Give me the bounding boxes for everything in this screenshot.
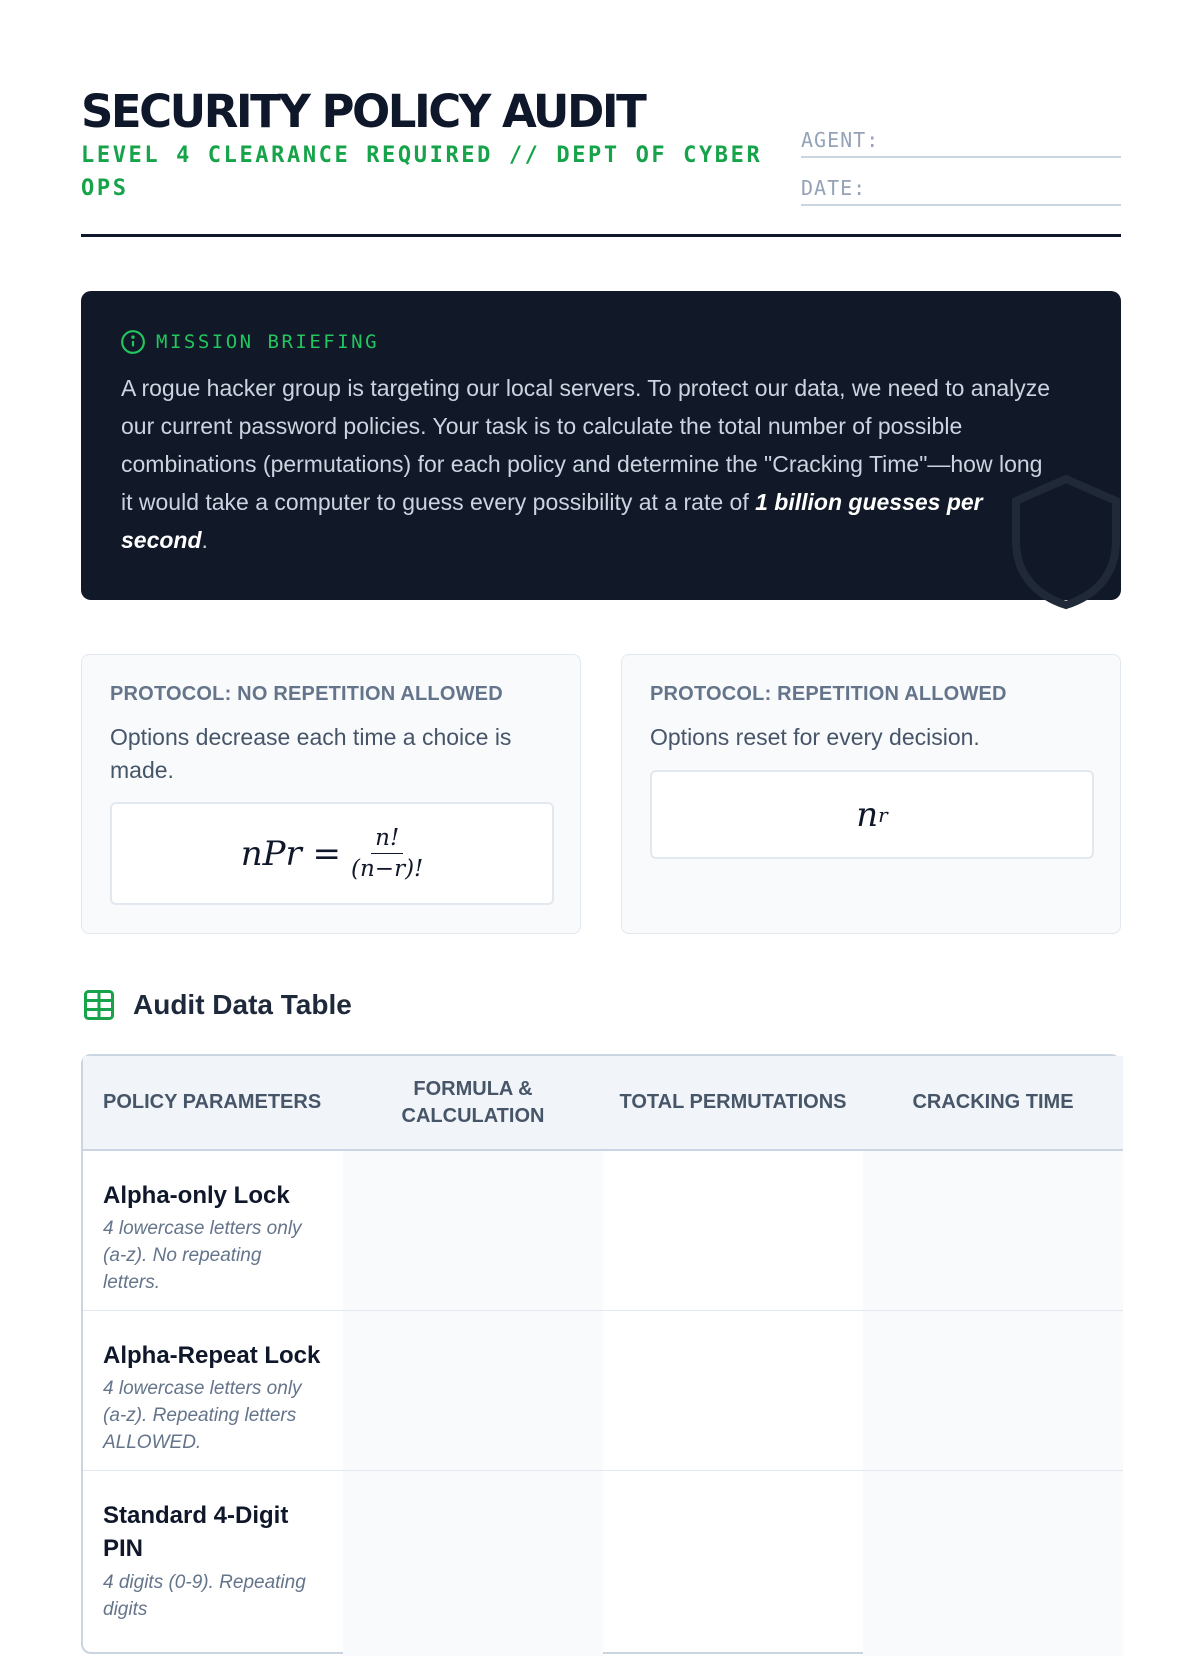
- page-title: SECURITY POLICY AUDIT: [81, 85, 645, 138]
- audit-data-table: [81, 1054, 1121, 1654]
- formula-denominator: (n−r)!: [351, 856, 424, 882]
- briefing-emphasis: 1 billion guesses per second: [121, 489, 983, 553]
- date-label: DATE:: [801, 176, 867, 200]
- briefing-text: [121, 369, 1056, 559]
- protocol-repetition-label: PROTOCOL: REPETITION ALLOWED: [650, 683, 1007, 705]
- table-header: [83, 1056, 1123, 1151]
- column-header: POLICY PARAMETERS: [103, 1091, 322, 1113]
- briefing-label: MISSION BRIEFING: [156, 331, 380, 353]
- mission-briefing: [81, 291, 1121, 600]
- table-section-heading: [81, 987, 352, 1023]
- clearance-subtitle: LEVEL 4 CLEARANCE REQUIRED // DEPT OF CYBER OPS: [81, 143, 763, 201]
- briefing-body: A rogue hacker group is targeting our local servers. To protect our data, we need to analyze our current password policies. Your task is to calculate the total number of possible combinations (permutations) for each policy and determine the "Cracking Time"—how long it would take a computer to guess every possibility at a rate of: [121, 375, 1051, 515]
- agent-label: AGENT:: [801, 128, 880, 152]
- formula-fraction: [351, 825, 423, 882]
- table-icon: [81, 987, 117, 1023]
- policy-name: Alpha-Repeat Lock: [103, 1342, 321, 1369]
- power-formula: [650, 770, 1094, 859]
- protocol-no-repetition-label: PROTOCOL: NO REPETITION ALLOWED: [110, 683, 503, 705]
- policy-name: Alpha-only Lock: [103, 1182, 290, 1209]
- page-header: [81, 84, 1121, 237]
- policy-description: 4 lowercase letters only (a-z). No repeating letters.: [103, 1218, 302, 1293]
- protocol-repetition-description: Options reset for every decision.: [650, 724, 980, 750]
- column-header: FORMULA & CALCULATION: [401, 1077, 545, 1127]
- permutation-formula: [110, 802, 554, 905]
- formula-lhs: nPr =: [240, 833, 342, 874]
- policy-name: Standard 4-Digit PIN: [103, 1502, 289, 1562]
- table-row: [83, 1471, 1123, 1671]
- table-row: [83, 1311, 1123, 1471]
- formula-exponent: r: [878, 802, 888, 827]
- shield-icon: [1006, 471, 1126, 611]
- agent-field[interactable]: [801, 122, 1121, 158]
- table-row: [83, 1151, 1123, 1311]
- formula-numerator: n!: [371, 825, 403, 854]
- column-header: TOTAL PERMUTATIONS: [619, 1091, 847, 1113]
- protocol-no-repetition-description: Options decrease each time a choice is made.: [110, 724, 512, 783]
- header-divider: [81, 234, 1121, 237]
- protocol-no-repetition-card: [81, 654, 581, 934]
- briefing-end: .: [201, 527, 208, 553]
- policy-description: 4 lowercase letters only (a-z). Repeating letters ALLOWED.: [103, 1378, 302, 1453]
- policy-description: 4 digits (0-9). Repeating digits: [103, 1572, 306, 1620]
- table-heading: Audit Data Table: [133, 989, 352, 1020]
- column-header: CRACKING TIME: [912, 1091, 1074, 1113]
- protocol-repetition-card: [621, 654, 1121, 934]
- date-field[interactable]: [801, 170, 1121, 206]
- formula-base: n: [856, 794, 879, 835]
- briefing-header: [120, 329, 379, 355]
- info-icon: [120, 329, 146, 355]
